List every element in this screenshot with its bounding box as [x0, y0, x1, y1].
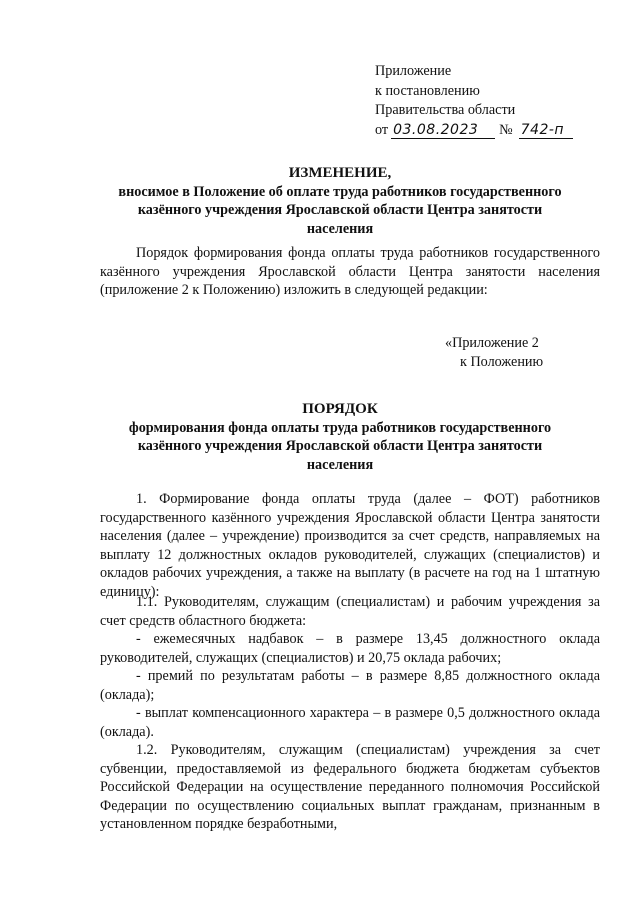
approval-stamp: [375, 62, 615, 140]
stamp-line-government: Правительства области: [375, 102, 516, 118]
appendix-reference-line-1: «Приложение 2: [445, 335, 539, 351]
stamp-handwritten-number: 742-п: [519, 123, 573, 139]
stamp-date-number-line: [375, 121, 615, 141]
stamp-line-to-resolution: к постановлению: [375, 82, 480, 99]
body-paragraph-1-2: 1.2. Руководителям, служащим (специалистам) учреждения за счет субвенции, предоставляемой из федерального бюджета бюджетам субъектов Российской Федерации на осуществление переданного полномочия Российской Федерации по осуществлению социальных выплат гражданам, признанным в установленном порядке безработными,: [100, 742, 600, 833]
order-heading-line-2: казённого учреждения Ярославской области Центра занятости: [137, 438, 543, 455]
order-heading-title: ПОРЯДОК: [302, 401, 378, 417]
body-paragraph-bullet-bonuses: - премий по результатам работы – в размере 8,85 должностного оклада (оклада);: [100, 668, 600, 703]
appendix-reference: [445, 334, 605, 372]
change-heading-line-3: населения: [306, 220, 374, 237]
intro-paragraph: Порядок формирования фонда оплаты труда работников государственного казённого учреждения Ярославской области Центра занятости населения (приложение 2 к Положению) изложить в следующей редакции:: [100, 245, 600, 299]
stamp-line-appendix: Приложение: [375, 63, 452, 79]
change-heading: [80, 164, 600, 238]
change-heading-title: ИЗМЕНЕНИЕ,: [288, 165, 392, 181]
appendix-reference-line-2: к Положению: [460, 354, 544, 370]
order-heading-line-1: формирования фонда оплаты труда работников государственного: [128, 419, 552, 436]
body-paragraph-bullet-compensation: - выплат компенсационного характера – в размере 0,5 должностного оклада (оклада).: [100, 705, 600, 740]
change-heading-line-1: вносимое в Положение об оплате труда работников государственного: [118, 183, 562, 200]
order-heading: [80, 400, 600, 474]
body-paragraph-bullet-allowances: - ежемесячных надбавок – в размере 13,45 должностного оклада руководителей, служащих (специалистов) и 20,75 оклада рабочих;: [100, 631, 600, 666]
stamp-handwritten-date: 03.08.2023: [391, 123, 495, 139]
order-heading-line-3: населения: [306, 456, 374, 473]
body-paragraph-1-1: 1.1. Руководителям, служащим (специалистам) и рабочим учреждения за счет средств областного бюджета:: [100, 594, 600, 629]
stamp-from-prefix: от: [375, 121, 389, 138]
change-heading-line-2: казённого учреждения Ярославской области Центра занятости: [137, 202, 543, 219]
stamp-number-sign: №: [499, 121, 513, 138]
body-paragraph-1: 1. Формирование фонда оплаты труда (далее – ФОТ) работников государственного казённого учреждения Ярославской области Центра занятости населения (далее – учреждение) производится за счет средств, направляемых на выплату 12 должностных окладов руководителей, служащих (специалистов) и окладов рабочих учреждения, а также на выплату (в расчете на год на 1 штатную единицу):: [100, 491, 600, 600]
